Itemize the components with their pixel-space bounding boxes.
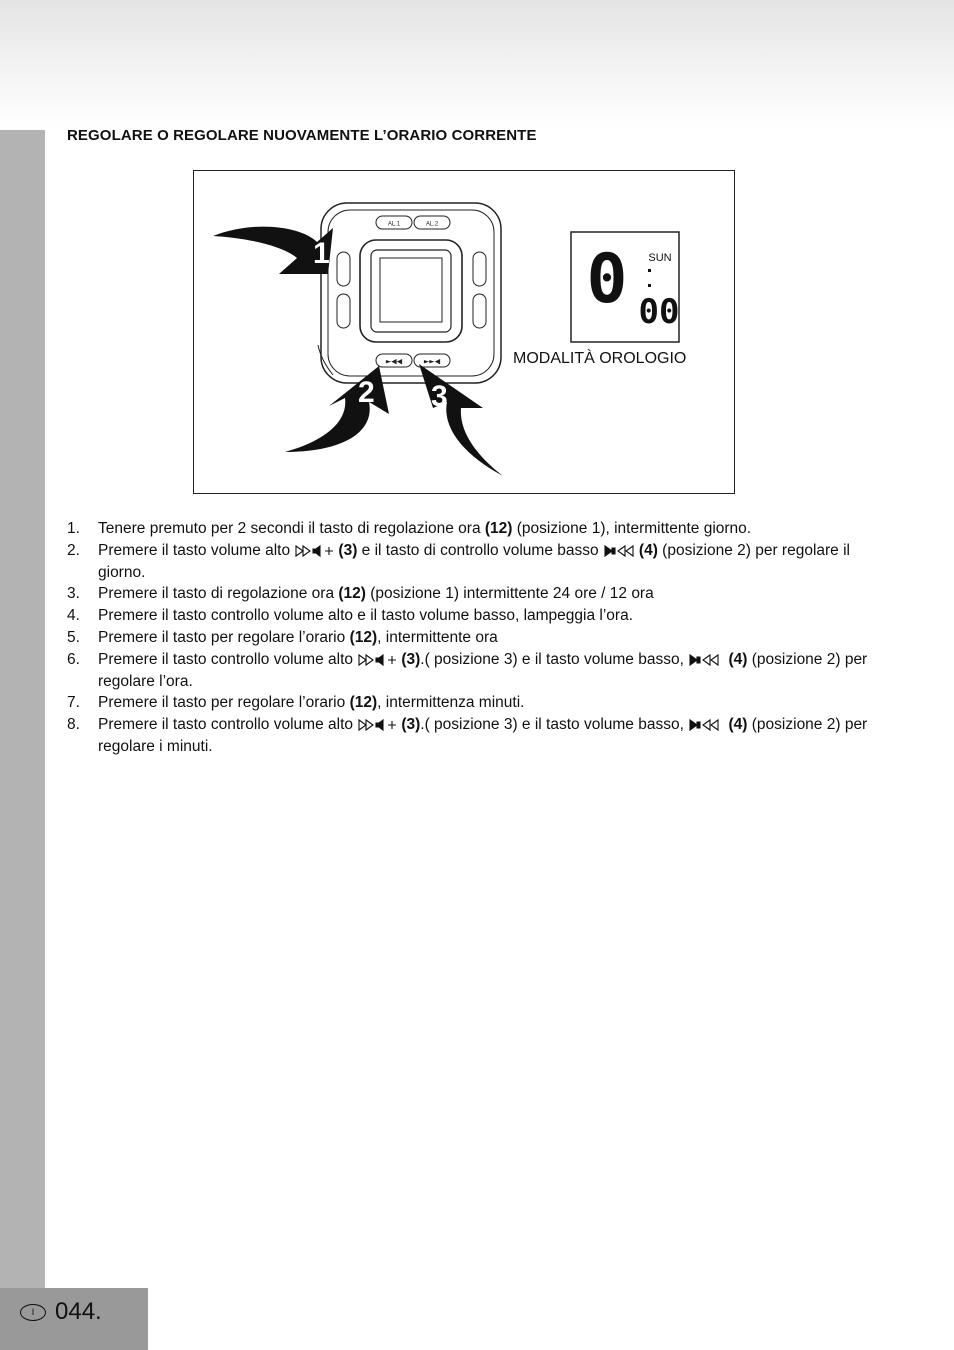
step-text: , intermittente ora — [377, 628, 498, 646]
alarm-2-label: AL.2 — [425, 221, 439, 228]
light-button[interactable] — [473, 294, 486, 328]
reference-number: (12) — [349, 694, 378, 712]
step-text: Premere il tasto per regolare l’orario — [98, 628, 350, 646]
lcd-day-label: SUN — [648, 252, 672, 264]
reference-number: (4) — [728, 716, 748, 734]
reference-number: (4) — [728, 650, 748, 668]
callout-number-1: 1 — [313, 237, 330, 270]
volume-up-icon — [358, 653, 400, 667]
time-set-button[interactable] — [337, 252, 350, 286]
callout-number-2: 2 — [358, 376, 375, 409]
reference-number: (4) — [638, 541, 658, 559]
reference-number: (12) — [349, 628, 378, 646]
lcd-minutes-digits: 00 — [638, 292, 680, 332]
list-item — [67, 540, 897, 584]
step-number: 4. — [67, 607, 80, 625]
step-text: .( posizione 3) e il tasto volume basso, — [420, 716, 689, 734]
step-text: (posizione 2) per regolare l’ora. — [98, 650, 868, 690]
list-item — [67, 649, 897, 693]
step-number: 1. — [67, 520, 80, 537]
step-text: Tenere premuto per 2 secondi il tasto di regolazione ora — [98, 520, 485, 537]
reference-number: (3) — [338, 541, 358, 559]
step-text: (posizione 1), intermittente giorno. — [512, 520, 752, 537]
step-text: Premere il tasto di regolazione ora — [98, 585, 339, 603]
volume-down-icon — [689, 653, 723, 667]
step-number: 3. — [67, 585, 80, 603]
callout-number-3: 3 — [431, 380, 448, 413]
radio-device — [318, 203, 501, 383]
instruction-steps — [67, 518, 897, 758]
step-number: 6. — [67, 650, 80, 668]
lcd-clock-display — [571, 232, 679, 342]
lcd-hour-digit: 0 — [586, 240, 628, 319]
list-item — [67, 518, 897, 540]
step-text: Premere il tasto controllo volume alto e il tasto volume basso, lampeggia l’ora. — [98, 607, 634, 625]
volume-up-icon — [295, 544, 337, 558]
step-text: .( posizione 3) e il tasto volume basso, — [420, 650, 689, 668]
page-title: REGOLARE O REGOLARE NUOVAMENTE L’ORARIO CORRENTE — [67, 127, 537, 144]
list-item — [67, 605, 897, 627]
power-button[interactable] — [473, 252, 486, 286]
step-number: 5. — [67, 628, 80, 646]
step-text: Premere il tasto controllo volume alto — [98, 716, 358, 734]
reference-number: (12) — [484, 520, 513, 537]
list-item — [67, 583, 897, 605]
step-number: 2. — [67, 541, 80, 559]
step-text: Premere il tasto volume alto — [98, 541, 295, 559]
step-text: Premere il tasto controllo volume alto — [98, 650, 358, 668]
volume-down-icon — [689, 718, 723, 732]
step-number: 7. — [67, 694, 80, 712]
reference-number: (3) — [401, 716, 421, 734]
callout-arrow-1 — [213, 227, 333, 274]
step-text: , intermittenza minuti. — [377, 694, 525, 712]
reference-number: (3) — [401, 650, 421, 668]
reference-number: (12) — [338, 585, 366, 603]
svg-text:►◀◀: ►◀◀ — [385, 357, 403, 366]
volume-down-icon — [604, 544, 638, 558]
volume-up-icon — [358, 718, 400, 732]
clock-mode-caption: MODALITÀ OROLOGIO — [513, 350, 687, 367]
alarm-1-label: AL.1 — [387, 221, 401, 228]
step-text: e il tasto di controllo volume basso — [357, 541, 603, 559]
page-number: 044. — [55, 1298, 102, 1325]
list-item — [67, 692, 897, 714]
step-text: (posizione 1) intermittente 24 ore / 12 ora — [365, 585, 654, 603]
device-diagram — [193, 170, 738, 500]
step-number: 8. — [67, 716, 80, 734]
left-margin-band — [0, 130, 45, 1288]
list-item — [67, 627, 897, 649]
step-text: (posizione 2) per regolare i minuti. — [98, 716, 868, 755]
language-badge: I — [20, 1304, 46, 1321]
top-gradient-band — [0, 0, 954, 130]
step-text: (posizione 2) per regolare il giorno. — [98, 541, 850, 581]
step-text: Premere il tasto per regolare l’orario — [98, 694, 350, 712]
svg-text:►►◀: ►►◀ — [423, 357, 441, 366]
mode-button[interactable] — [337, 294, 350, 328]
list-item — [67, 714, 897, 758]
